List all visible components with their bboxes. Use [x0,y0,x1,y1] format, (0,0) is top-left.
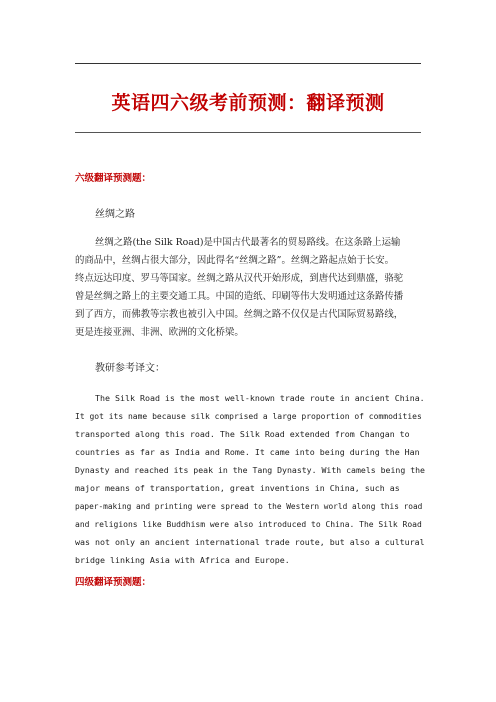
chinese-line: 曾是丝绸之路上的主要交通工具。中国的造纸、印刷等伟大发明通过这条路传播 [75,291,404,302]
header-rule [75,63,421,64]
title-divider [75,132,421,133]
cet6-heading: 六级翻译预测题： [75,173,152,184]
reference-translation-label: 教研参考译文： [95,363,165,374]
cet4-heading: 四级翻译预测题： [75,577,152,588]
passage-title: 丝绸之路 [95,209,135,220]
chinese-line: 的商品中，丝绸占很大部分，因此得名“丝绸之路”。丝绸之路起点始于长安。 [75,255,394,266]
document-title: 英语四六级考前预测：翻译预测 [111,92,385,114]
english-line: bridge linking Asia with Africa and Europe. [75,555,290,565]
chinese-line: 终点远达印度、罗马等国家。丝绸之路从汉代开始形成，到唐代达到鼎盛，骆驼 [75,273,404,284]
english-line: and religions like Buddhism were also introduced to China. The Silk Road [75,520,422,529]
english-line: The Silk Road is the most well-known trade route in ancient China. [95,393,425,403]
english-line: major means of transportation, great inventions in China, such as [75,483,400,493]
chinese-line: 丝绸之路(the Silk Road)是中国古代最著名的贸易路线。在这条路上运输 [95,237,401,248]
english-line: It got its name because silk comprised a large proportion of commodities [75,412,422,421]
chinese-line: 更是连接亚洲、非洲、欧洲的文化桥梁。 [75,327,244,338]
english-line: countries as far as India and Rome. It came into being during the Han [75,447,420,457]
english-line: was not only an ancient international trade route, but also a cultural [75,537,425,547]
english-line: Dynasty and reached its peak in the Tang Dynasty. With camels being the [75,465,425,475]
english-line: paper-making and printing were spread to the Western world along this road [75,502,423,511]
chinese-line: 到了西方，而佛教等宗教也被引入中国。丝绸之路不仅仅是古代国际贸易路线， [75,309,404,320]
english-line: transported along this road. The Silk Road extended from Changan to [75,429,410,439]
